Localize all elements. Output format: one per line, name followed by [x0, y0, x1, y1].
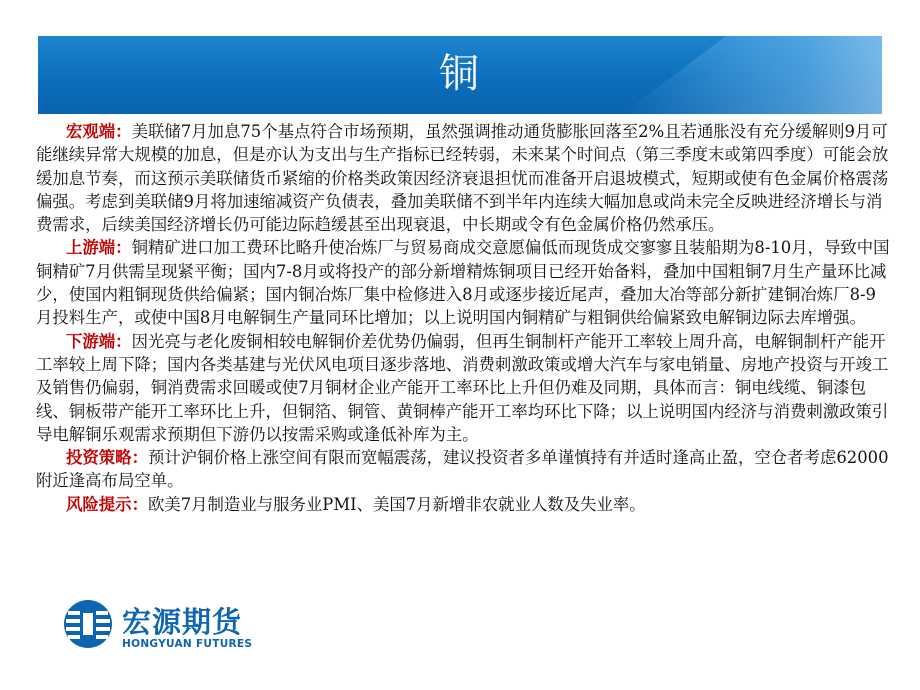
section-label: 上游端： [66, 238, 132, 258]
section-risk [36, 493, 892, 516]
section-upstream [36, 236, 892, 329]
title-banner [38, 36, 882, 114]
section-text: 预计沪铜价格上涨空间有限而宽幅震荡，建议投资者多单谨慎持有并适时逢高止盈，空仓者考虑62000附近逢高布局空单。 [36, 448, 889, 491]
hongyuan-logo-icon [62, 598, 114, 650]
section-label: 宏观端： [66, 122, 132, 141]
report-content [36, 120, 892, 516]
section-text: 美联储7月加息75个基点符合市场预期，虽然强调推动通货膨胀回落至2%且若通胀没有充分缓解则9月可能继续异常大规模的加息，但是亦认为支出与生产指标已经转弱，未来某个时间点（第三季度末或第四季度）可能会放缓加息节奏，而这预示美联储货币紧缩的价格类政策因经济衰退担忧而准备开启退坡模式，短期或使有色金属价格震荡偏强。考虑到美联储9月将加速缩减资产负债表，叠加美联储不到半年内连续大幅加息或尚未完全反映进经济增长与消费需求，后续美国经济增长仍可能边际趋缓甚至出现衰退，中长期或令有色金属价格仍然承压。 [36, 122, 889, 235]
page-title: 铜 [439, 51, 481, 97]
section-label: 下游端： [66, 331, 132, 351]
section-label: 投资策略： [66, 448, 148, 468]
section-macro [36, 120, 892, 236]
section-label: 风险提示： [66, 494, 148, 514]
logo-name-cn: 宏源期货 [122, 605, 243, 639]
section-text: 铜精矿进口加工费环比略升使冶炼厂与贸易商成交意愿偏低而现货成交寥寥且装船期为8-10月，导致中国铜精矿7月供需呈现紧平衡；国内7-8月或将投产的部分新增精炼铜项目已经开始备料，叠加中国粗铜7月生产量环比减少，使国内粗铜现货供给偏紧；国内铜冶炼厂集中检修进入8月或逐步接近尾声，叠加大冶等部分新扩建铜冶炼厂8-9月投料生产，或使中国8月电解铜生产量同环比增加；以上说明国内铜精矿与粗铜供给偏紧致电解铜边际去库增强。 [36, 238, 890, 328]
section-text: 因光亮与老化废铜相较电解铜价差优势仍偏弱，但再生铜制杆产能开工率较上周升高，电解铜制杆产能开工率较上周下降；国内各类基建与光伏风电项目逐步落地、消费刺激政策或增大汽车与家电销量、房地产投资与开竣工及销售仍偏弱，铜消费需求回暖或使7月铜材企业产能开工率环比上升但仍难及同期，具体而言：铜电线缆、铜漆包线、铜板带产能开工率环比上升，但铜箔、铜管、黄铜棒产能开工率均环比下降；以上说明国内经济与消费刺激政策引导电解铜乐观需求预期但下游仍以按需采购或逢低补库为主。 [36, 331, 889, 444]
section-text: 欧美7月制造业与服务业PMI、美国7月新增非农就业人数及失业率。 [147, 494, 646, 514]
company-logo [60, 596, 280, 676]
logo-name-en: HONGYUAN FUTURES [122, 638, 253, 650]
section-downstream [36, 330, 892, 446]
section-strategy [36, 446, 892, 493]
